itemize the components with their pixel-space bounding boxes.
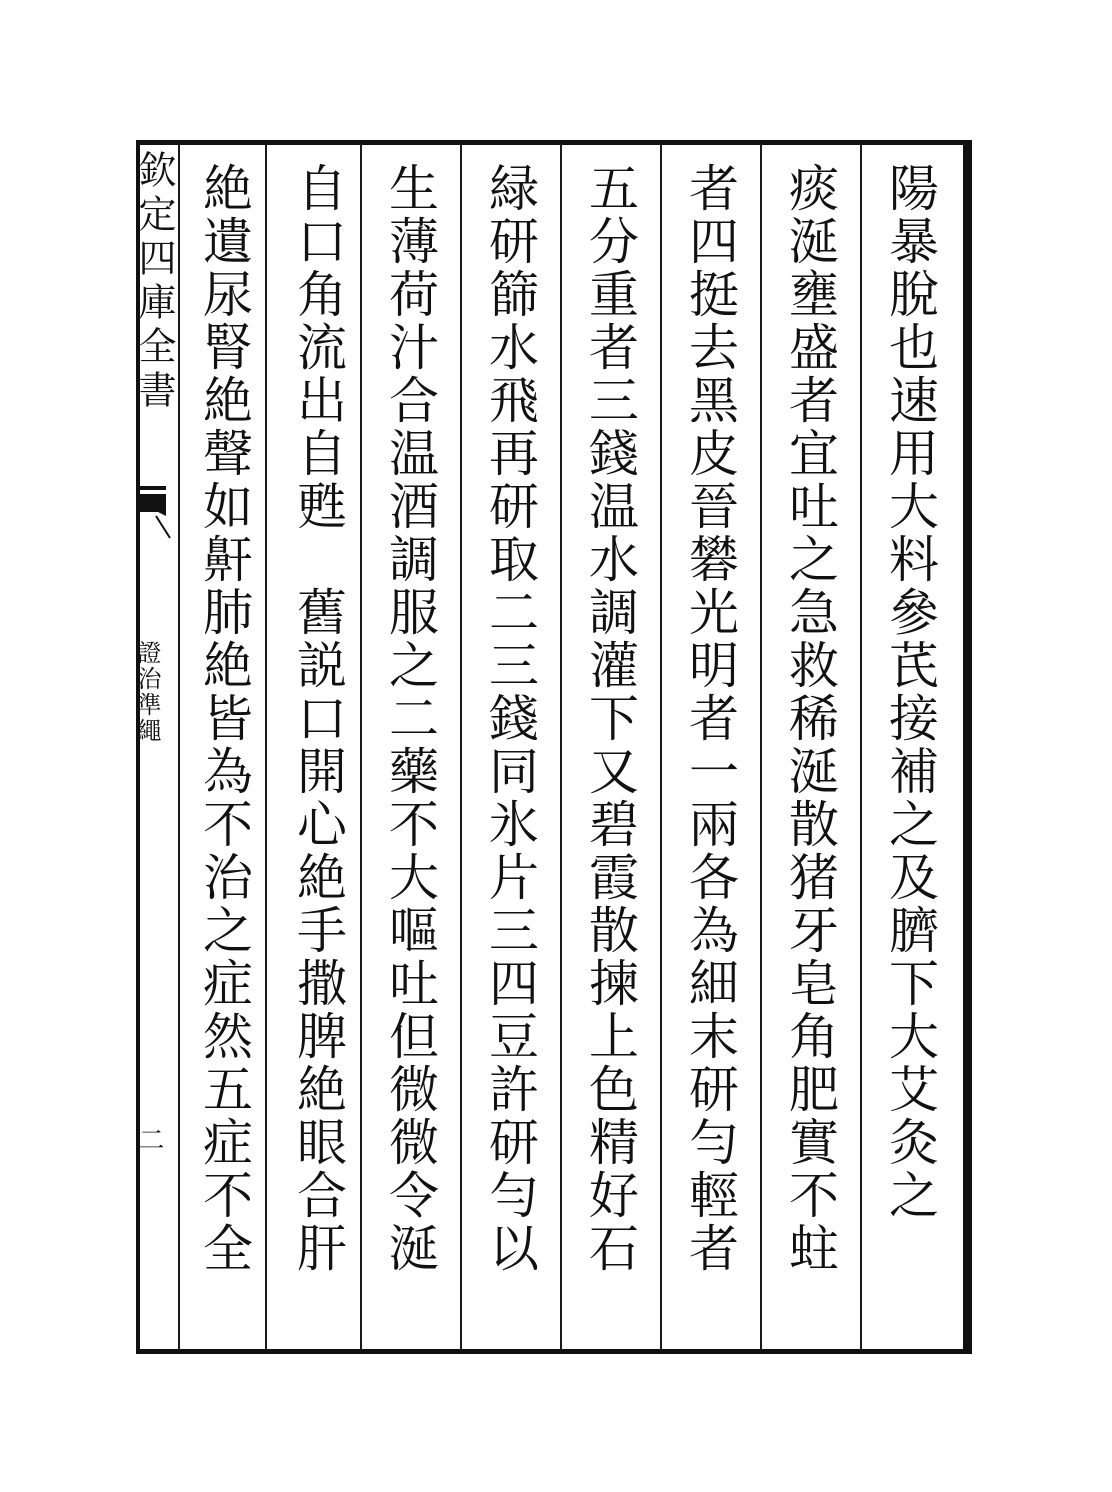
text-column: 者四挺去黑皮晉礬光明者一兩各為細末研勻輕者 <box>681 162 739 1275</box>
column-rule <box>265 144 267 1350</box>
column-rule <box>860 144 862 1350</box>
column-rule <box>460 144 462 1350</box>
text-column: 五分重者三錢温水調灌下又碧霞散揀上色精好石 <box>581 162 639 1275</box>
text-column: 痰涎壅盛者宜吐之急救稀涎散猪牙皂角肥實不蛀 <box>781 162 839 1275</box>
text-column: 絶遺尿腎絶聲如鼾肺絶皆為不治之症然五症不全 <box>195 162 253 1275</box>
book-title: 欽定四庫全書 <box>132 150 176 414</box>
fishtail-mark-icon <box>136 486 172 540</box>
section-title: 證治準繩 <box>133 640 161 744</box>
column-rule <box>178 144 180 1350</box>
text-column: 緑研篩水飛再研取二三錢同氷片三四豆許研勻以 <box>481 162 539 1275</box>
column-rule <box>360 144 362 1350</box>
text-column: 自口角流出自甦 舊説口開心絶手撒脾絶眼合肝 <box>289 162 347 1275</box>
text-column: 陽暴脫也速用大料參芪接補之及臍下大艾灸之 <box>881 162 939 1222</box>
column-rule <box>560 144 562 1350</box>
column-rule <box>660 144 662 1350</box>
text-column: 生薄荷汁合温酒調服之二藥不大嘔吐但微微令涎 <box>381 162 439 1275</box>
page-number: 二 <box>134 1126 164 1152</box>
column-rule <box>760 144 762 1350</box>
